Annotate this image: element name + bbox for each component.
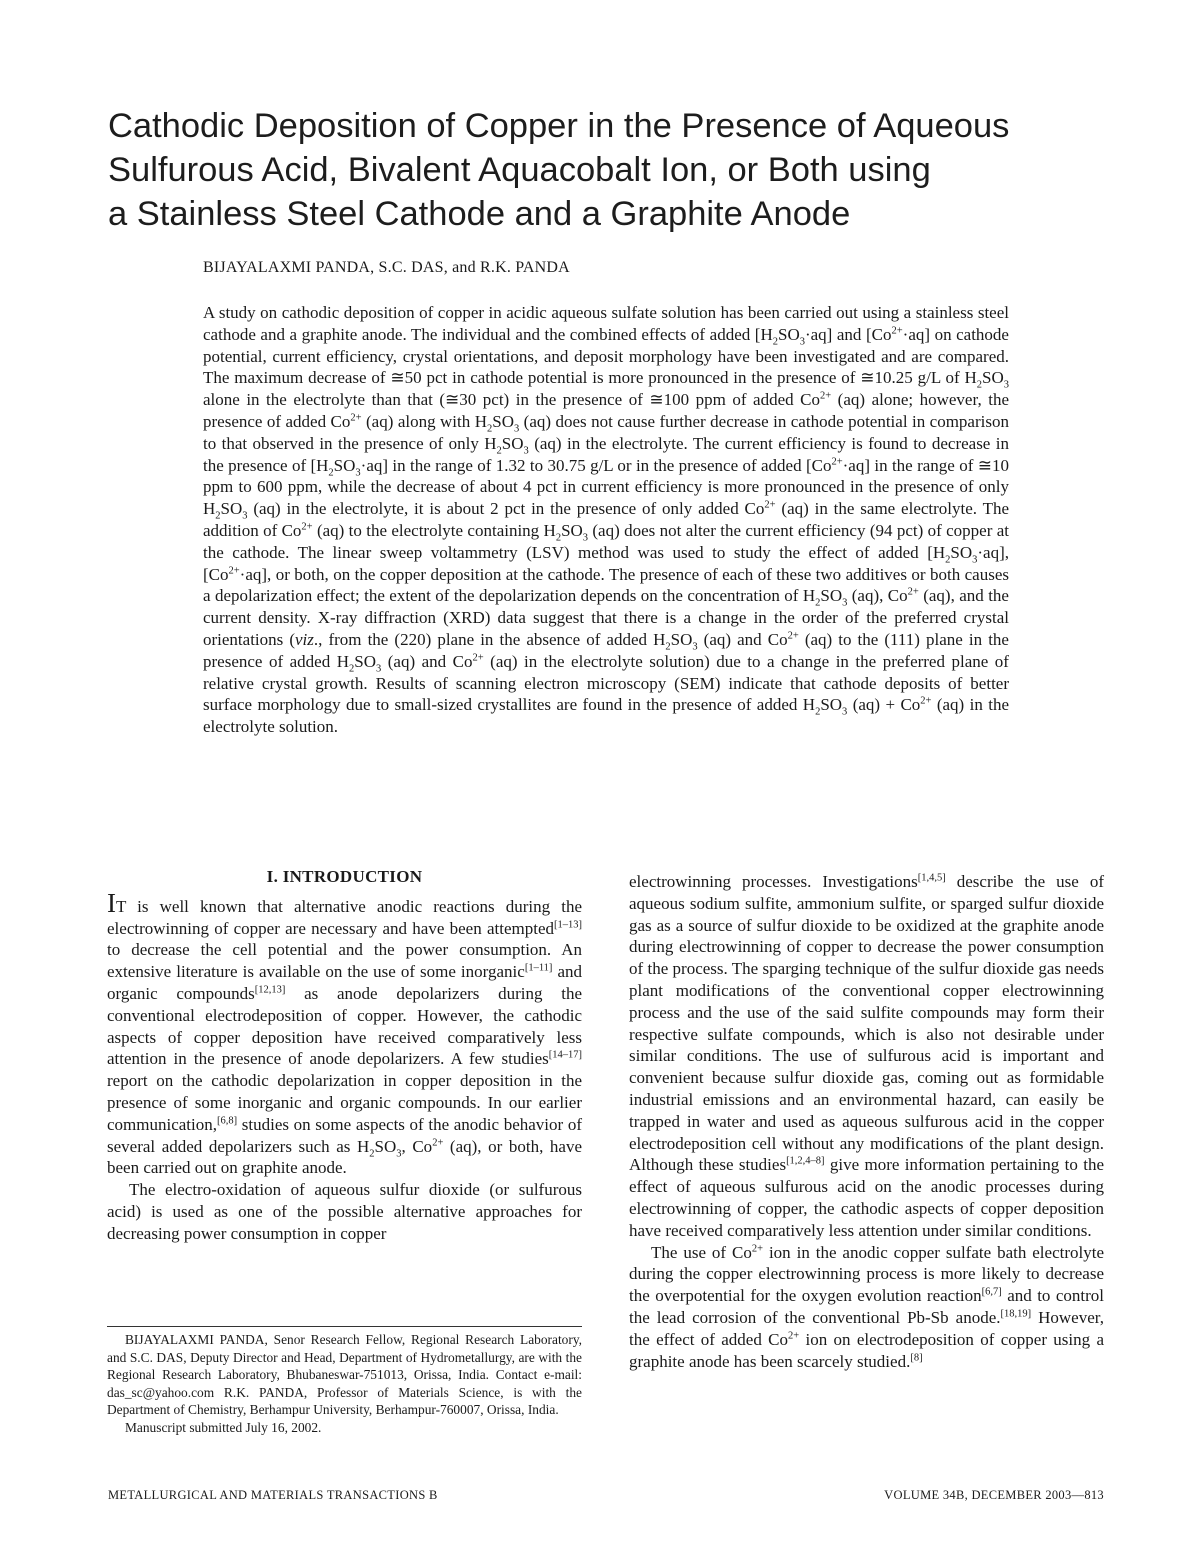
- left-column: [107, 866, 582, 1245]
- citation: [1,2,4–8]: [786, 1155, 825, 1167]
- citation: [1,4,5]: [917, 872, 946, 884]
- citation: [18,19]: [1000, 1308, 1032, 1320]
- intro-paragraph: electrowinning processes. Investigations[1,4,5] describe the use of aqueous sodium sulfite, ammonium sulfite, or sparged sulfur dioxide gas as a source of sulfur dioxide to be oxidized at the graphite anode during electrowinning of copper to decrease the power consumption of the process. The sparging technique of the sulfur dioxide gas needs plant modifications of the conventional copper electrowinning process and the use of the said sulfite compounds may form their respective sulfate compounds, which is also not desirable under similar conditions. The use of sulfurous acid is important and convenient because sulfur dioxide gas, coming out as formidable industrial emissions and an environmental hazard, can easily be trapped in water and used as aqueous sulfurous acid in the copper electrodeposition cell without any modifications of the plant design. Although these studies[1,2,4–8] give more information pertaining to the effect of aqueous sulfurous acid on the anodic processes during electrowinning of copper, the cathodic aspects of copper deposition have received comparatively less attention under similar conditions.: [629, 872, 1104, 1240]
- author-list: BIJAYALAXMI PANDA, S.C. DAS, and R.K. PANDA: [203, 259, 570, 276]
- intro-paragraph: IT is well known that alternative anodic reactions during the electrowinning of copper are necessary and have been attempted[1–13] to decrease the cell potential and the power consumption. An extensive literature is available on the use of some inorganic[1–11] and organic compounds[12,13] as anode depolarizers during the conventional electrodeposition of copper. However, the cathodic aspects of copper deposition have received comparatively less attention in the presence of anode depolarizers. A few studies[14–17] report on the cathodic depolarization in copper deposition in the presence of some inorganic and organic compounds. In our earlier communication,[6,8] studies on some aspects of the anodic behavior of several added depolarizers such as $H_2SO_3$, $Co^{2+}$ (aq), or both, have been carried out on graphite anode.: [107, 887, 583, 1178]
- journal-name: METALLURGICAL AND MATERIALS TRANSACTIONS B: [108, 1488, 438, 1502]
- author-affiliation-note: BIJAYALAXMI PANDA, Senor Research Fellow, Regional Research Laboratory, and S.C. DAS, Deputy Director and Head, Department of Hydrometallurgy, are with the Regional Research Laboratory, Bhubaneswar-751013, Orissa, India. Contact e-mail: das_sc@yahoo.com R.K. PANDA, Professor of Materials Science, is with the Department of Chemistry, Berhampur University, Berhampur-760007, Orissa, India.: [107, 1332, 582, 1418]
- footnote: [107, 1331, 582, 1437]
- citation: [6,8]: [217, 1115, 238, 1127]
- citation: [6,7]: [981, 1286, 1002, 1298]
- footnote-divider: [107, 1326, 582, 1327]
- section-heading: I. INTRODUCTION: [266, 867, 423, 886]
- abstract: A study on cathodic deposition of copper in acidic aqueous sulfate solution has been carried out using a stainless steel cathode and a graphite anode. The individual and the combined effects of added $[H_2SO_3\cdot aq]$ and $[Co^{2+}\cdot aq]$ on cathode potential, current efficiency, crystal orientations, and deposit morphology have been investigated and are compared. The maximum decrease of ≅50 pct in cathode potential is more pronounced in the presence of ≅10.25 g/L of $H_2SO_3$ alone in the electrolyte than that (≅30 pct) in the presence of ≅100 ppm of added $Co^{2+}$ (aq) alone; however, the presence of added $Co^{2+}$ (aq) along with $H_2SO_3$ (aq) does not cause further decrease in cathode potential in comparison to that observed in the presence of only $H_2SO_3$ (aq) in the electrolyte. The current efficiency is found to decrease in the presence of $[H_2SO_3\cdot aq]$ in the range of 1.32 to 30.75 g/L or in the presence of added $[Co^{2+}\cdot aq]$ in the range of ≅10 ppm to 600 ppm, while the decrease of about 4 pct in current efficiency is more pronounced in the presence of only $H_2SO_3$ (aq) in the electrolyte, it is about 2 pct in the presence of only added $Co^{2+}$ (aq) in the same electrolyte. The addition of $Co^{2+}$ (aq) to the electrolyte containing $H_2SO_3$ (aq) does not alter the current efficiency (94 pct) of copper at the cathode. The linear sweep voltammetry (LSV) method was used to study the effect of added $[H_2SO_3\cdot aq]$, $[Co^{2+}\cdot aq]$, or both, on the copper deposition at the cathode. The presence of each of these two additives or both causes a depolarization effect; the extent of the depolarization depends on the concentration of $H_2SO_3$ (aq), $Co^{2+}$ (aq), and the current density. X-ray diffraction (XRD) data suggest that there is a change in the order of the preferred crystal orientations (viz., from the (220) plane in the absence of added $H_2SO_3$ (aq) and $Co^{2+}$ (aq) to the (111) plane in the presence of added $H_2SO_3$ (aq) and $Co^{2+}$ (aq) in the electrolyte solution) due to a change in the preferred plane of relative crystal growth. Results of scanning electron microscopy (SEM) indicate that cathode deposits of better surface morphology due to small-sized crystallites are found in the presence of added $H_2SO_3$ $(aq) + Co^{2+}$ (aq) in the electrolyte solution.: [203, 303, 1009, 737]
- citation: [8]: [910, 1351, 923, 1363]
- volume-page-number: VOLUME 34B, DECEMBER 2003—813: [884, 1488, 1104, 1502]
- citation: [12,13]: [254, 984, 286, 996]
- paper-title: [108, 104, 1108, 236]
- citation: [14–17]: [548, 1049, 582, 1061]
- title-line: Sulfurous Acid, Bivalent Aquacobalt Ion, or Both using: [108, 151, 931, 189]
- submission-date-note: Manuscript submitted July 16, 2002.: [125, 1419, 322, 1435]
- title-line: a Stainless Steel Cathode and a Graphite Anode: [108, 195, 851, 233]
- right-column: [629, 871, 1104, 1372]
- citation: [1–13]: [554, 918, 582, 930]
- intro-paragraph: The electro-oxidation of aqueous sulfur dioxide (or sulfurous acid) is used as one of the possible alternative approaches for decreasing power consumption in copper: [107, 1180, 582, 1243]
- intro-paragraph: The use of $Co^{2+}$ ion in the anodic copper sulfate bath electrolyte during the copper electrowinning process is more likely to decrease the overpotential for the oxygen evolution reaction[6,7] and to control the lead corrosion of the conventional Pb-Sb anode.[18,19] However, the effect of added $Co^{2+}$ ion on electrodeposition of copper using a graphite anode has been scarcely studied.[8]: [629, 1242, 1105, 1371]
- title-line: Cathodic Deposition of Copper in the Presence of Aqueous: [108, 107, 1010, 145]
- drop-cap: I: [107, 887, 116, 918]
- citation: [1–11]: [524, 962, 553, 974]
